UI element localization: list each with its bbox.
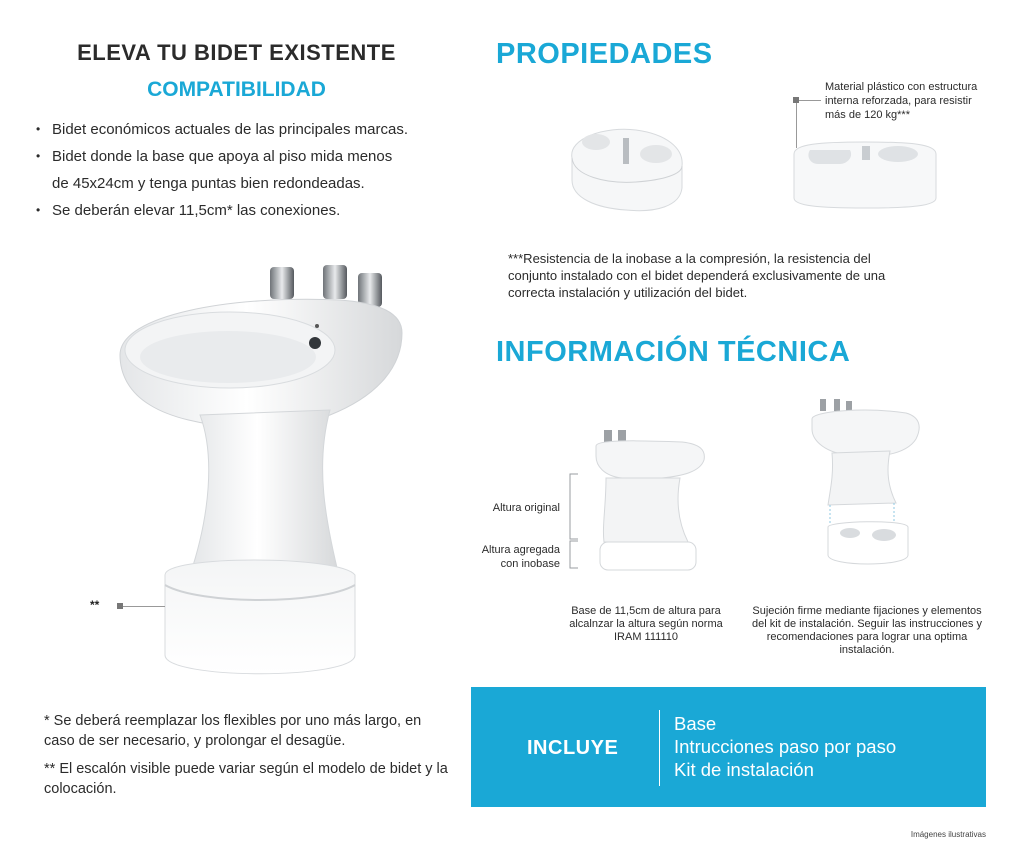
compat-item: • Bidet económicos actuales de las principales marcas. bbox=[34, 116, 454, 143]
includes-list bbox=[674, 712, 896, 781]
includes-divider bbox=[659, 710, 660, 786]
footnote-step: ** El escalón visible puede variar según el modelo de bidet y la colocación. bbox=[44, 761, 448, 797]
compat-list bbox=[34, 116, 454, 224]
bidet-large-illustration bbox=[110, 255, 410, 685]
resistance-note: ***Resistencia de la inobase a la compresión, la resistencia del conjunto instalado con el bidet dependerá exclusivamente de una correcta instalación y utilización del bidet. bbox=[508, 251, 886, 300]
height-bracket bbox=[568, 473, 578, 569]
caption-fixation: Sujeción firme mediante fijaciones y elementos del kit de instalación. Seguir las instrucciones y recomendaciones para lograr una optima instalación. bbox=[752, 605, 982, 656]
includes-item: Base bbox=[674, 713, 717, 734]
includes-label: INCLUYE bbox=[527, 737, 619, 759]
material-pointer-line-h bbox=[799, 100, 821, 101]
includes-item: Kit de instalación bbox=[674, 759, 814, 780]
step-marker-line bbox=[123, 606, 165, 607]
compat-subtitle: COMPATIBILIDAD bbox=[147, 78, 326, 101]
compat-item: • Se deberán elevar 11,5cm* las conexiones. bbox=[34, 197, 454, 224]
includes-box bbox=[471, 687, 986, 807]
caption-base-height: Base de 11,5cm de altura para alcalnzar la altura según norma IRAM 111110 bbox=[569, 605, 723, 643]
compat-item: • Bidet donde la base que apoya al piso mida menos bbox=[34, 143, 454, 170]
inobase-section-illustration bbox=[790, 138, 940, 210]
bidet-side-illustration bbox=[592, 426, 710, 574]
properties-title: PROPIEDADES bbox=[496, 38, 713, 70]
compat-item-continuation: de 45x24cm y tenga puntas bien redondeadas. bbox=[52, 175, 365, 192]
inobase-top-illustration bbox=[566, 118, 686, 218]
label-original-height: Altura original bbox=[492, 502, 560, 514]
footnote-flexibles: * Se deberá reemplazar los flexibles por uno más largo, en caso de ser necesario, y prolongar el desagüe. bbox=[44, 713, 422, 749]
technical-title: INFORMACIÓN TÉCNICA bbox=[496, 336, 851, 368]
step-marker-label: ** bbox=[90, 598, 100, 612]
footer-note: Imágenes ilustrativas bbox=[910, 830, 986, 839]
includes-item: Intrucciones paso por paso bbox=[674, 736, 897, 757]
label-added-height: Altura agregada con inobase bbox=[481, 544, 560, 570]
material-note: Material plástico con estructura interna reforzada, para resistir más de 120 kg*** bbox=[825, 81, 978, 121]
bidet-exploded-illustration bbox=[806, 395, 926, 573]
main-title: ELEVA TU BIDET EXISTENTE bbox=[77, 40, 396, 65]
